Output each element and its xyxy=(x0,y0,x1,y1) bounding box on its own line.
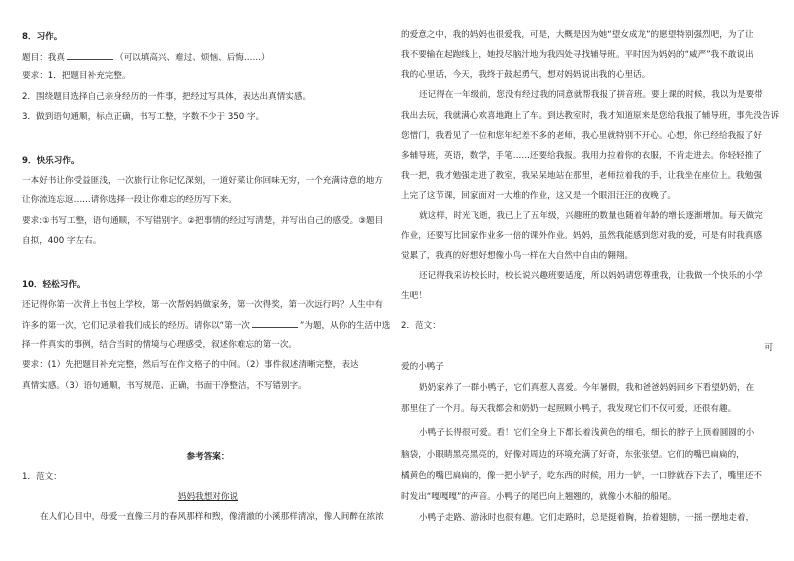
essay-line: 生吧！ xyxy=(401,291,427,301)
q8-topic-suffix: （可以填高兴、难过、烦恼、后悔……） xyxy=(114,53,270,63)
answer-2-label: 2．范文： xyxy=(401,321,441,331)
essay-2-line: 橘黄色的嘴巴扁扁的，像一把小铲子，吃东西的时候，用力一铲，一口脖就吞下去了，嘴里还不 xyxy=(401,471,762,481)
q10-line-part-b: ”为题，从你的生活中选 xyxy=(299,321,391,331)
essay-line: 上完了这节课，回家面对一大堆的作业，这又是一个眼泪汪汪的夜晚了。 xyxy=(401,191,677,201)
q10-paragraph-line xyxy=(22,318,390,332)
q10-line-part-a: 许多的第一次，它们记录着我们成长的经历。请你以“第一次 xyxy=(22,321,250,331)
q8-topic-prefix: 题目：我真 xyxy=(22,53,65,63)
essay-line: 就这样，时光飞逝，我已上了五年级，兴趣班的数量也随着年龄的增长逐渐增加。每天做完 xyxy=(419,211,763,221)
q9-paragraph-line: 一本好书让你受益匪浅，一次旅行让你记忆深刻，一道好菜让你回味无穷，一个充满诗意的地方 xyxy=(22,176,383,186)
stray-character: 可 xyxy=(764,343,773,353)
essay-line: 我不要输在起跑线上，她投尽脑汁地为我四处寻找辅导班。平时因为妈妈的“威严”我不敢说出 xyxy=(401,50,754,60)
essay-line: 还记得在一年级前，您没有经过我的同意就帮我报了拼音班。要上课的时候，我以为是要带 xyxy=(419,90,763,100)
q10-paragraph-line: 还记得你第一次背上书包上学校，第一次帮妈妈做家务，第一次得奖，第一次远行吗？人生中有 xyxy=(22,300,383,310)
q8-topic-blank xyxy=(67,50,113,60)
q8-heading: 8．习作。 xyxy=(22,32,63,42)
essay-line: 我出去玩，我就满心欢喜地跑上了车。到达教室时，我才知道原来是您给我报了辅导班，事先没告诉 xyxy=(401,111,780,121)
q10-paragraph-line: 真情实感。（3）语句通顺，书写规范、正确，书面干净整洁，不写错别字。 xyxy=(22,381,307,391)
q10-paragraph-line: 择一件真实的事例，结合当时的情境与心理感受，叙述你难忘的第一次。 xyxy=(22,340,298,350)
essay-line: 觉累了，我真的好想好想像小鸟一样在大自然中自由的翱翔。 xyxy=(401,251,634,261)
essay-2-line: 奶奶家养了一群小鸭子，它们真惹人喜爱。今年暑假，我和爸爸妈妈回乡下看望奶奶，在 xyxy=(419,383,755,393)
q8-topic xyxy=(22,50,270,64)
q9-paragraph-line: 让你流连忘返……请你选择一段让你难忘的经历写下来。 xyxy=(22,195,237,205)
essay-line: 您惜门，我看见了一位和您年纪差不多的老师，我心里就特别不开心。心想，你已经给我报了好 xyxy=(401,131,762,141)
answer-heading: 参考答案： xyxy=(186,452,230,462)
q8-requirement-3: 3．做到语句通顺，标点正确，书写工整，字数不少于 350 字。 xyxy=(22,112,265,122)
essay-2-line: 时发出“嘎嘎嘎”的声音。小鸭子的尾巴向上翘翘的，就像小木船的船尾。 xyxy=(401,492,677,502)
q9-paragraph-line: 要求:①书写工整，语句通顺，不写错别字。②把事情的经过写清楚，并写出自己的感受。③题目 xyxy=(22,216,384,226)
q8-requirement-2: 2．围绕题目选择自己亲身经历的一件事，把经过写具体，表达出真情实感。 xyxy=(22,92,312,102)
answer-1-title: 妈妈我想对你说 xyxy=(177,492,239,502)
essay-2-line: 小鸭子长得很可爱。看！它们全身上下都长着浅黄色的细毛，细长的脖子上顶着圆圆的小 xyxy=(419,428,755,438)
q8-requirement-1: 要求：1．把题目补充完整。 xyxy=(22,71,131,81)
essay-line: 作业，还要写比回家作业多一倍的课外作业。妈妈，虽然我能感到您对我的爱，可是有时我真感 xyxy=(401,231,762,241)
answer-1-label: 1．范文： xyxy=(22,472,62,482)
answer-1-paragraph-line: 在人们心目中，母爱一直像三月的春风那样和煦，像清澈的小溪那样清凉，像人间醉在浓浓 xyxy=(40,512,384,522)
q10-title-blank xyxy=(252,318,298,328)
essay-2-line: 那里住了一个月。每天我都会和奶奶一起照顾小鸭子，我发现它们不仅可爱，还很有趣。 xyxy=(401,404,737,414)
essay-2-line: 小鸭子走路、游泳时也很有趣。它们走路时，总是挺着胸，抬着翅膀，一摇一摆地走着， xyxy=(419,513,755,523)
q9-paragraph-line: 自拟，400 字左右。 xyxy=(22,236,102,246)
q10-heading: 10．轻松习作。 xyxy=(22,280,86,290)
q10-paragraph-line: 要求：(1）先把题目补充完整，然后写在作文格子的中间。（2）事件叙述清晰完整，表达 xyxy=(22,360,359,370)
essay-line: 我的心里话，今天，我终于鼓起勇气，想对妈妈说出我的心里话。 xyxy=(401,70,651,80)
essay-line: 多辅导班，英语，数学，手笔……还要给我报。我用力拉着你的衣服，不肯走进去。你轻轻推了 xyxy=(401,151,762,161)
answer-2-title: 爱的小鸭子 xyxy=(401,362,444,372)
essay-2-line: 脑袋，小眼睛黑亮黑亮的，好像对周边的环境充满了好奇，东张张望。它们的嘴巴扁扁的， xyxy=(401,450,745,460)
q9-heading: 9．快乐习作。 xyxy=(22,156,80,166)
essay-line: 还记得我采访校长时，校长说兴趣班要适度，所以妈妈请您尊重我，让我做一个快乐的小学 xyxy=(419,271,763,281)
essay-line: 我一把，我才勉强走进了教室，我呆呆地站在那里，老师拉着我的手，让我坐在座位上。我勉强 xyxy=(401,171,762,181)
essay-line: 的爱意之中，我的妈妈也很爱我，可是，大概是因为她“望女成龙”的愿望特别强烈吧，为了让 xyxy=(401,30,754,40)
